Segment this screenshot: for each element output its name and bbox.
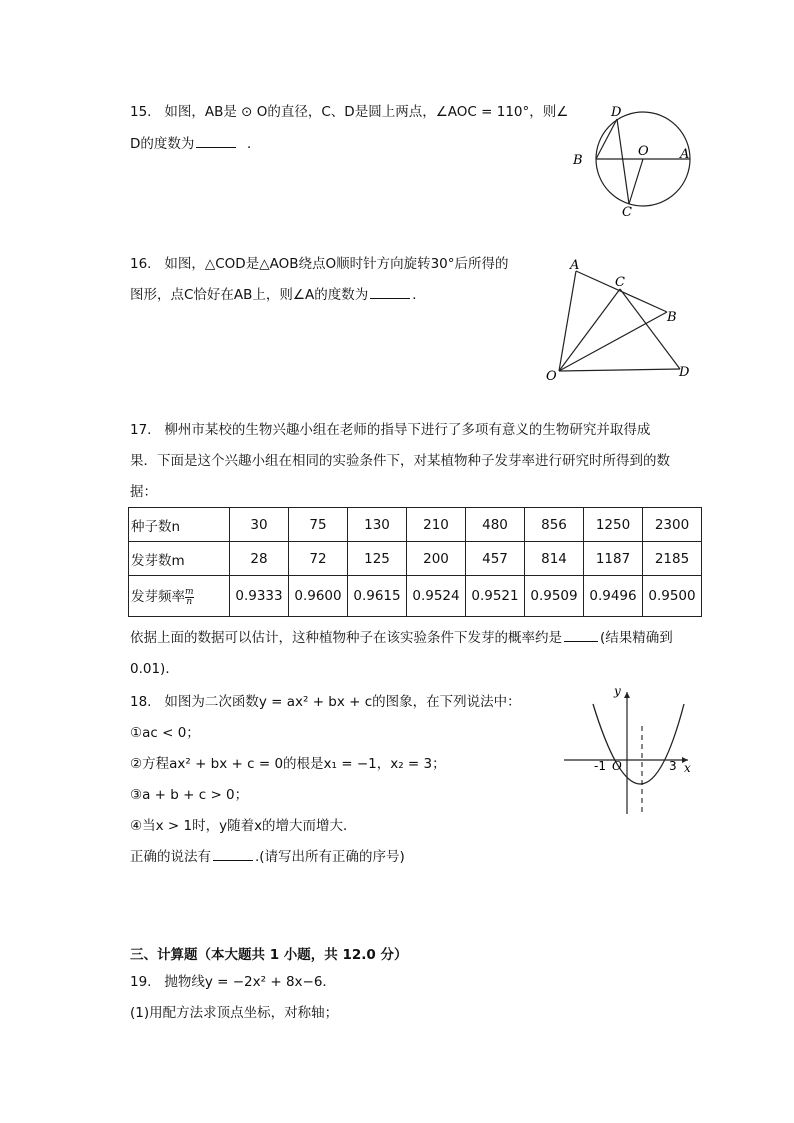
q15-answer-blank[interactable] <box>196 135 236 148</box>
label-o: O <box>638 144 649 159</box>
q18-intro: 如图为二次函数y = ax² + bx + c的图象，在下列说法中： <box>164 694 521 710</box>
label-3: 3 <box>669 759 677 773</box>
q18-statement-1: ①ac < 0； <box>130 725 200 741</box>
label-b: B <box>573 153 583 168</box>
table-cell: 72 <box>289 542 348 576</box>
q15-line2 <box>130 134 261 154</box>
q17-number: 17. <box>130 422 152 438</box>
table-row-germinated <box>129 542 702 576</box>
q18-statement-3: ③a + b + c > 0； <box>130 787 249 803</box>
label-c: C <box>622 205 632 220</box>
table-cell: 856 <box>525 508 584 542</box>
q17-line3: 据： <box>130 484 157 500</box>
table-cell: 0.9509 <box>525 576 584 617</box>
table-cell: 1187 <box>584 542 643 576</box>
label-a: A <box>680 147 690 162</box>
table-cell: 2185 <box>643 542 702 576</box>
table-cell: 1250 <box>584 508 643 542</box>
table-cell: 0.9600 <box>289 576 348 617</box>
y-axis-arrow <box>624 692 630 698</box>
table-cell: 2300 <box>643 508 702 542</box>
q18-parabola-figure <box>556 686 696 816</box>
q15-text-2b: ． <box>247 136 261 152</box>
table-cell: 125 <box>348 542 407 576</box>
q18-answer-blank[interactable] <box>213 848 253 861</box>
table-cell: 814 <box>525 542 584 576</box>
q19-number: 19. <box>130 974 152 990</box>
frac-denominator: n <box>186 596 193 607</box>
table-cell: 480 <box>466 508 525 542</box>
table-cell: 200 <box>407 542 466 576</box>
chord-bd <box>596 119 617 159</box>
q19-text-1: 抛物线y = −2x² + 8x−6． <box>164 974 336 990</box>
q18-statement-4: ④当x > 1时，y随着x的增大而增大． <box>130 818 357 834</box>
fraction-m-over-n <box>185 588 194 607</box>
label-neg1: -1 <box>594 759 606 773</box>
q18-answer-a: 正确的说法有 <box>130 849 211 865</box>
label-b: B <box>667 310 677 325</box>
section-3-title: 三、计算题（本大题共 1 小题，共 12.0 分） <box>130 947 408 963</box>
label-d: D <box>611 105 622 120</box>
q17-after-1b: (结果精确到 <box>600 630 673 646</box>
chord-dc <box>617 119 629 204</box>
table-cell: 28 <box>230 542 289 576</box>
label-x: x <box>684 761 691 775</box>
q16-line2 <box>130 285 426 305</box>
q17-after-1a: 依据上面的数据可以估计，这种植物种子在该实验条件下发芽的概率约是 <box>130 630 562 646</box>
table-cell: 0.9500 <box>643 576 702 617</box>
q15-line1 <box>130 102 568 122</box>
q16-rotation-figure <box>540 256 700 386</box>
label-o: O <box>546 369 557 384</box>
frequency-label: 发芽频率 <box>131 589 185 606</box>
label-c: C <box>615 275 625 290</box>
q18-answer-b: .(请写出所有正确的序号) <box>255 849 405 865</box>
q16-text-2b: ． <box>412 287 426 303</box>
table-cell: 0.9521 <box>466 576 525 617</box>
q16-number: 16. <box>130 256 152 272</box>
q18-number: 18. <box>130 694 152 710</box>
row-label-frequency <box>129 576 230 617</box>
table-cell: 0.9524 <box>407 576 466 617</box>
table-cell: 210 <box>407 508 466 542</box>
q19-line1 <box>130 972 336 992</box>
row-label-germinated: 发芽数m <box>129 542 230 576</box>
table-row-seeds <box>129 508 702 542</box>
q17-after-line1 <box>130 628 673 648</box>
label-origin: O <box>612 759 622 773</box>
q17-answer-blank[interactable] <box>564 629 598 642</box>
radius-oc <box>629 159 643 204</box>
q16-text-1: 如图，△COD是△AOB绕点O顺时针方向旋转30°后所得的 <box>164 256 509 272</box>
q16-text-2a: 图形，点C恰好在AB上，则∠A的度数为 <box>130 287 369 303</box>
q19-line2: (1)用配方法求顶点坐标，对称轴； <box>130 1005 339 1021</box>
q15-number: 15. <box>130 104 152 120</box>
q15-text-1: 如图，AB是 ⊙ O的直径，C、D是圆上两点，∠AOC = 110°，则∠ <box>164 104 569 120</box>
q15-text-2a: D的度数为 <box>130 136 195 152</box>
table-cell: 130 <box>348 508 407 542</box>
table-cell: 0.9615 <box>348 576 407 617</box>
label-y: y <box>614 686 621 698</box>
q16-line1 <box>130 254 509 274</box>
table-cell: 457 <box>466 542 525 576</box>
q17-line2: 果．下面是这个兴趣小组在相同的实验条件下，对某植物种子发芽率进行研究时所得到的数 <box>130 453 670 469</box>
row-label-seeds: 种子数n <box>129 508 230 542</box>
table-cell: 0.9496 <box>584 576 643 617</box>
table-cell: 30 <box>230 508 289 542</box>
q17-after-line2: 0.01)． <box>130 661 179 677</box>
label-d: D <box>679 365 690 380</box>
germination-table <box>128 507 702 617</box>
label-a: A <box>570 258 580 273</box>
q16-answer-blank[interactable] <box>370 286 410 299</box>
q18-intro-line <box>130 692 521 712</box>
q15-circle-figure <box>566 100 696 222</box>
q18-answer-line <box>130 847 405 867</box>
q18-statement-2: ②方程ax² + bx + c = 0的根是x₁ = −1，x₂ = 3； <box>130 756 446 772</box>
table-cell: 75 <box>289 508 348 542</box>
frac-numerator: m <box>185 586 194 597</box>
q17-line1 <box>130 420 650 440</box>
table-cell: 0.9333 <box>230 576 289 617</box>
q17-text-1: 柳州市某校的生物兴趣小组在老师的指导下进行了多项有意义的生物研究并取得成 <box>164 422 651 438</box>
table-row-frequency <box>129 576 702 617</box>
